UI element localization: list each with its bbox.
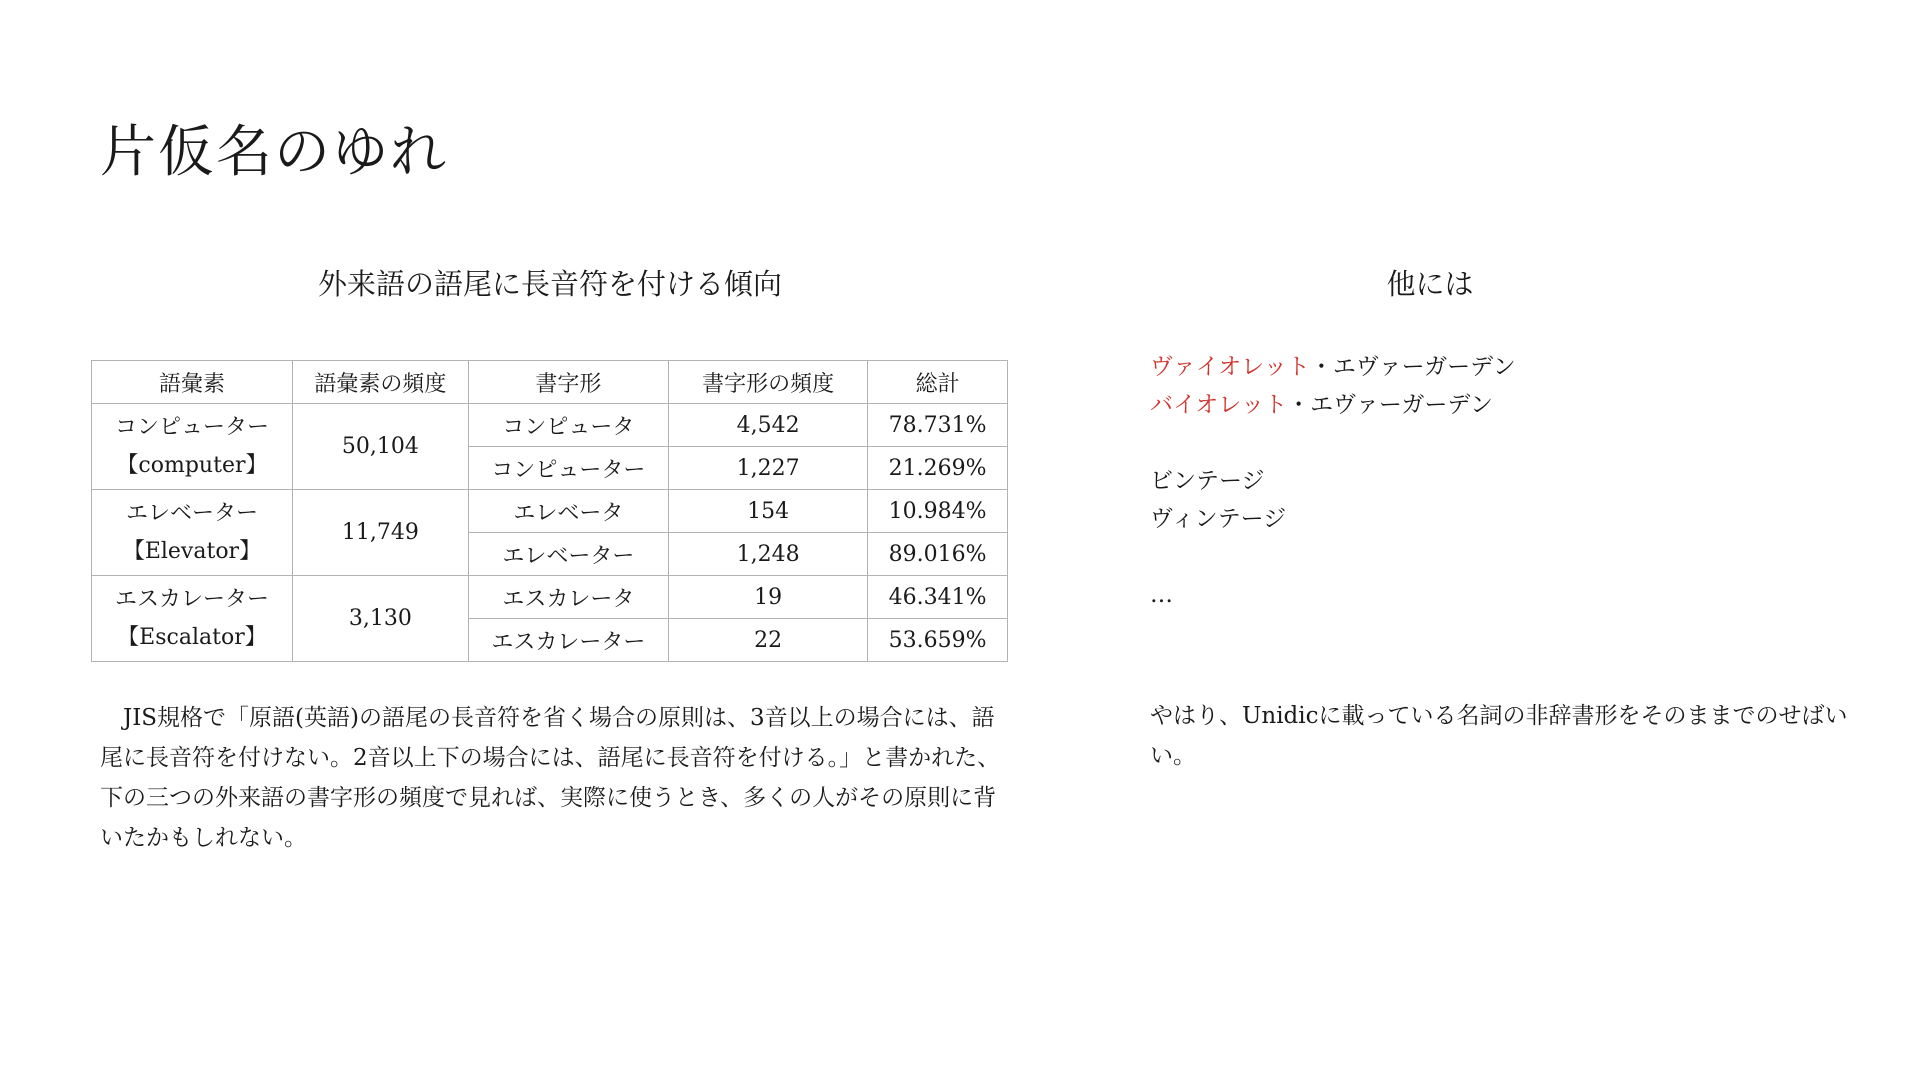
lexeme-name: エスカレーター (114, 586, 269, 612)
lexeme-frequency-cell: 50,104 (292, 404, 468, 490)
lexeme-frequency-cell: 3,130 (292, 576, 468, 662)
lexeme-cell (92, 576, 293, 662)
written-form-cell: エスカレータ (468, 576, 668, 619)
written-form-frequency-cell: 22 (668, 619, 867, 662)
header-total: 総計 (868, 361, 1008, 404)
total-cell: 53.659% (868, 619, 1008, 662)
written-form-frequency-cell: 154 (668, 490, 867, 533)
written-form-frequency-cell: 19 (668, 576, 867, 619)
example-line (1150, 386, 1850, 424)
table-header-row (92, 361, 1008, 404)
lexeme-cell (92, 404, 293, 490)
table-row (92, 404, 1008, 447)
header-lexeme: 語彙素 (92, 361, 293, 404)
conclusion-paragraph: やはり、Unidicに載っている名詞の非辞書形をそのままでのせばいい。 (1150, 703, 1848, 769)
highlighted-word: バイオレット (1150, 392, 1288, 418)
lexeme-name: コンピューター (114, 414, 269, 440)
lexeme-name: エレベーター (125, 500, 258, 526)
highlighted-word: ヴァイオレット (1150, 354, 1310, 380)
example-rest: ・エヴァーガーデン (1309, 354, 1516, 380)
written-form-cell: エレベータ (468, 490, 668, 533)
header-written-form: 書字形 (468, 361, 668, 404)
lexeme-cell (92, 490, 293, 576)
written-form-frequency-cell: 1,227 (668, 447, 867, 490)
example-line: ビンテージ (1150, 468, 1265, 494)
written-form-cell: エスカレーター (468, 619, 668, 662)
explanation-paragraph: JIS規格で「原語(英語)の語尾の長音符を省く場合の原則は、3音以上の場合には、語尾に長音符を付けない。2音以上下の場合には、語尾に長音符を付ける。」と書かれた、下の三つの外来語の書字形の頻度で見れば、実際に使うとき、多くの人がその原則に背いたかもしれない。 (100, 705, 1001, 851)
example-line: ヴィンテージ (1150, 506, 1287, 532)
frequency-table (91, 360, 1008, 662)
written-form-frequency-cell: 4,542 (668, 404, 867, 447)
total-cell: 10.984% (868, 490, 1008, 533)
written-form-cell: コンピューター (468, 447, 668, 490)
header-lexeme-frequency: 語彙素の頻度 (292, 361, 468, 404)
total-cell: 89.016% (868, 533, 1008, 576)
written-form-cell: コンピュータ (468, 404, 668, 447)
header-written-form-frequency: 書字形の頻度 (668, 361, 867, 404)
written-form-cell: エレベーター (468, 533, 668, 576)
example-line (1150, 348, 1850, 386)
table-heading: 外来語の語尾に長音符を付ける傾向 (317, 267, 782, 301)
ellipsis: … (1150, 582, 1173, 608)
examples-heading: 他には (1386, 267, 1474, 301)
spacer (1150, 424, 1850, 462)
total-cell: 78.731% (868, 404, 1008, 447)
total-cell: 21.269% (868, 447, 1008, 490)
total-cell: 46.341% (868, 576, 1008, 619)
table-row (92, 490, 1008, 533)
written-form-frequency-cell: 1,248 (668, 533, 867, 576)
lexeme-english: 【Elevator】 (122, 538, 262, 564)
spacer (1150, 538, 1850, 576)
lexeme-english: 【Escalator】 (117, 624, 267, 650)
slide-title: 片仮名のゆれ (100, 120, 448, 185)
table-row (92, 576, 1008, 619)
lexeme-frequency-cell: 11,749 (292, 490, 468, 576)
lexeme-english: 【computer】 (116, 452, 268, 478)
example-rest: ・エヴァーガーデン (1287, 392, 1493, 418)
examples-list (1150, 348, 1850, 614)
